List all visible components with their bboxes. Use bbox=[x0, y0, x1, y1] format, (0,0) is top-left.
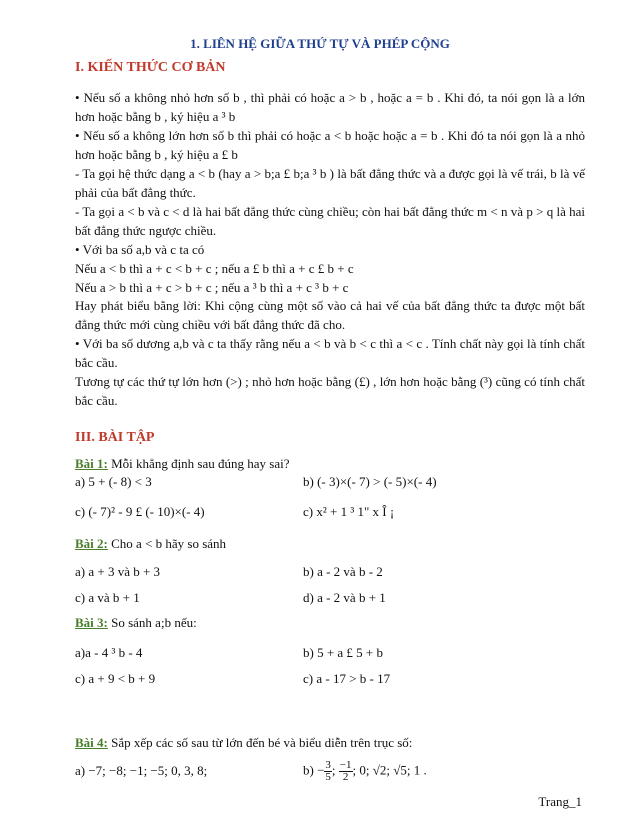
exercise-4-label: Bài 4: bbox=[75, 735, 108, 750]
exercise-1-text: Mỗi khẳng định sau đúng hay sai? bbox=[107, 456, 290, 471]
paragraph-10: Tương tự các thứ tự lớn hơn (>) ; nhỏ hơn hoặc bằng (£) , lớn hơn hoặc bằng (³) cũng có tính chất bắc cầu. bbox=[75, 374, 585, 408]
fraction-three-fifths bbox=[324, 760, 332, 783]
paragraph-5: • Với ba số a,b và c ta có bbox=[75, 242, 205, 257]
exercise-3d: c) a - 17 > b - 17 bbox=[303, 671, 391, 686]
fraction-2-numerator: −1 bbox=[339, 759, 352, 771]
exercise-2-row-2 bbox=[75, 590, 585, 608]
exercise-1b: b) (- 3)×(- 7) > (- 5)×(- 4) bbox=[303, 474, 437, 489]
exercise-4a: a) −7; −8; −1; −5; 0, 3, 8; bbox=[75, 763, 208, 778]
exercise-3b: b) 5 + a £ 5 + b bbox=[303, 645, 384, 660]
exercise-4b-rest: ; 0; √2; √5; 1 . bbox=[352, 762, 427, 778]
exercise-1a: a) 5 + (- 8) < 3 bbox=[75, 474, 152, 489]
fraction-minus-one-half bbox=[339, 760, 353, 783]
exercise-4b-prefix: b) − bbox=[303, 762, 325, 778]
paragraph-9: • Với ba số dương a,b và c ta thấy rằng nếu a < b và b < c thì a < c . Tính chất này gọi là tính chất bắc cầu. bbox=[75, 336, 585, 370]
exercise-1-row-1 bbox=[75, 474, 585, 492]
exercise-2-text: Cho a < b hãy so sánh bbox=[107, 536, 227, 551]
exercise-1-row-2 bbox=[75, 504, 585, 522]
exercise-1-heading bbox=[75, 456, 585, 474]
exercise-2c: c) a và b + 1 bbox=[75, 590, 140, 605]
fraction-2-denominator: 2 bbox=[342, 771, 349, 783]
exercise-4b-separator: ; bbox=[331, 762, 339, 778]
exercise-2-row-1 bbox=[75, 564, 585, 582]
paragraph-7: Nếu a > b thì a + c > b + c ; nếu a ³ b thì a + c ³ b + c bbox=[75, 280, 349, 295]
section-heading-exercises: III. BÀI TẬP bbox=[75, 430, 155, 445]
exercise-3-heading bbox=[75, 615, 585, 633]
fraction-1-numerator: 3 bbox=[325, 759, 331, 771]
exercise-4-text: Sắp xếp các số sau từ lớn đến bé và biểu diễn trên trục số: bbox=[107, 735, 413, 750]
exercise-1d: c) x² + 1 ³ 1" x Î ¡ bbox=[303, 504, 395, 519]
exercise-3-row-2 bbox=[75, 671, 585, 689]
exercise-3-text: So sánh a;b nếu: bbox=[107, 615, 197, 630]
exercise-3-row-1 bbox=[75, 645, 585, 663]
exercise-3-label: Bài 3: bbox=[75, 615, 108, 630]
section-heading-basics: I. KIẾN THỨC CƠ BẢN bbox=[75, 60, 226, 75]
paragraph-1: • Nếu số a không nhỏ hơn số b , thì phải có hoặc a > b , hoặc a = b . Khi đó, ta nói gọn là a lớn hơn hoặc bằng b , ký hiệu a ³ b bbox=[75, 90, 585, 124]
exercise-3c: c) a + 9 < b + 9 bbox=[75, 671, 156, 686]
exercise-2-label: Bài 2: bbox=[75, 536, 108, 551]
exercise-2b: b) a - 2 và b - 2 bbox=[303, 564, 383, 579]
paragraph-8: Hay phát biểu bằng lời: Khi cộng cùng một số vào cả hai vế của bất đẳng thức ta được một bất đẳng thức mới cùng chiều với bất đẳng thức đã cho. bbox=[75, 298, 585, 332]
paragraph-3: - Ta gọi hệ thức dạng a < b (hay a > b;a £ b;a ³ b ) là bất đẳng thức và a được gọi là vế trái, b là vế phải của bất đẳng thức. bbox=[75, 166, 585, 200]
fraction-1-denominator: 5 bbox=[325, 771, 331, 783]
paragraph-6: Nếu a < b thì a + c < b + c ; nếu a £ b thì a + c £ b + c bbox=[75, 261, 354, 276]
exercise-4-row-1 bbox=[75, 760, 585, 784]
exercise-2d: d) a - 2 và b + 1 bbox=[303, 590, 386, 605]
paragraph-2: • Nếu số a không lớn hơn số b thì phải có hoặc a < b hoặc hoặc a = b . Khi đó ta nói gọn là a nhỏ hơn hoặc bằng b , ký hiệu a £ b bbox=[75, 128, 585, 162]
page-title: 1. LIÊN HỆ GIỮA THỨ TỰ VÀ PHÉP CỘNG bbox=[190, 36, 450, 51]
paragraph-4: - Ta gọi a < b và c < d là hai bất đẳng thức cùng chiều; còn hai bất đẳng thức m < n và p > q là hai bất đẳng thức ngược chiều. bbox=[75, 204, 585, 238]
exercise-1c: c) (- 7)² - 9 £ (- 10)×(- 4) bbox=[75, 504, 205, 519]
exercise-2a: a) a + 3 và b + 3 bbox=[75, 564, 161, 579]
page-number: Trang_1 bbox=[538, 794, 582, 809]
exercise-3a: a)a - 4 ³ b - 4 bbox=[75, 645, 143, 660]
exercise-4b bbox=[303, 760, 427, 783]
exercise-4-heading bbox=[75, 735, 585, 753]
exercise-2-heading bbox=[75, 536, 585, 554]
exercise-1-label: Bài 1: bbox=[75, 456, 108, 471]
